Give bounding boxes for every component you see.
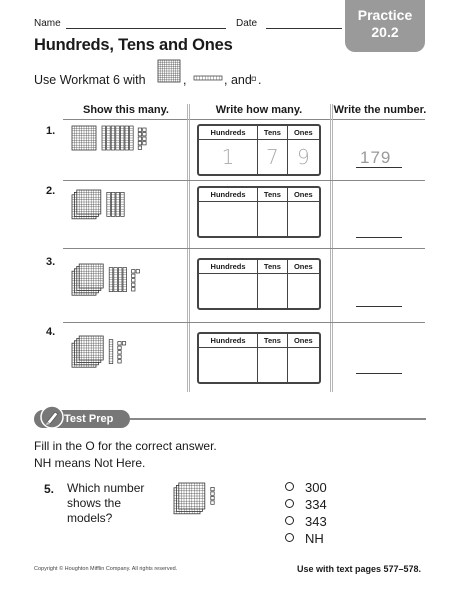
pv-header-ones: Ones	[287, 188, 319, 201]
choice-label: 343	[305, 514, 327, 529]
ten-rod	[109, 340, 113, 364]
hundred-flat	[79, 264, 103, 288]
base-ten-model-2	[70, 188, 180, 228]
ten-rod	[123, 268, 127, 292]
pv-header-ones: Ones	[287, 334, 319, 347]
one-cube	[132, 279, 135, 282]
ten-rod	[121, 192, 125, 216]
question-text: Which number	[67, 481, 145, 495]
place-value-chart	[197, 258, 321, 310]
hundred-flat	[72, 126, 96, 150]
pv-cell-tens[interactable]	[258, 273, 288, 308]
pv-cell-ones[interactable]: 9	[296, 144, 310, 169]
answer-choice[interactable]	[285, 497, 327, 512]
answer-line[interactable]	[356, 306, 402, 307]
pv-cell-hundreds[interactable]	[199, 347, 258, 382]
answer-line[interactable]	[356, 237, 402, 238]
one-cube	[143, 137, 146, 140]
one-cube	[252, 77, 256, 81]
ten-rod	[130, 126, 134, 150]
pencil-icon	[40, 405, 64, 429]
ten-rod	[116, 126, 120, 150]
question-number: 5.	[44, 482, 55, 496]
place-value-chart	[197, 332, 321, 384]
copyright: Copyright © Houghton Mifflin Company. All rights reserved.	[34, 566, 178, 572]
hundred-flat	[179, 483, 205, 509]
answer-choice[interactable]	[285, 480, 327, 495]
question-text: models?	[67, 511, 113, 525]
row-number: 1.	[46, 125, 56, 137]
one-cube	[132, 288, 135, 291]
pv-cell-ones[interactable]	[287, 347, 319, 382]
test-prep-note: NH means Not Here.	[34, 456, 146, 470]
one-cube	[143, 133, 146, 136]
pv-cell-tens[interactable]	[258, 347, 288, 382]
col-header-write-number: Write the number.	[333, 104, 427, 116]
pv-header-tens: Tens	[258, 260, 288, 273]
bubble-icon[interactable]	[285, 516, 294, 525]
pv-header-ones: Ones	[287, 126, 319, 139]
date-field[interactable]	[266, 28, 342, 29]
ten-rod	[120, 126, 124, 150]
instruction	[34, 73, 146, 87]
choice-label: 334	[305, 497, 327, 512]
badge-line2: 20.2	[371, 24, 399, 40]
row-divider	[63, 180, 425, 181]
hundred-flat	[77, 190, 101, 214]
place-value-chart	[197, 124, 321, 176]
base-ten-model-4	[70, 334, 180, 374]
ten-rod	[111, 126, 115, 150]
ten-rod	[114, 268, 118, 292]
instruction-sep2: , and	[224, 73, 252, 87]
ten-rod	[116, 192, 120, 216]
row-number: 3.	[46, 256, 56, 268]
place-value-chart	[197, 186, 321, 238]
pv-cell-ones[interactable]	[287, 273, 319, 308]
ten-rod	[102, 126, 106, 150]
ten-rod	[107, 126, 111, 150]
question-text: shows the	[67, 496, 122, 510]
one-cube	[211, 492, 214, 495]
ten-rod	[111, 192, 115, 216]
one-cube	[211, 501, 214, 504]
badge-line1: Practice	[357, 7, 413, 23]
one-cube	[143, 142, 146, 145]
col-header-write-how: Write how many.	[215, 104, 303, 116]
pv-header-hundreds: Hundreds	[199, 334, 258, 347]
pv-header-tens: Tens	[258, 188, 288, 201]
hundred-flat-icon	[158, 60, 180, 82]
page-title: Hundreds, Tens and Ones	[34, 36, 233, 54]
bubble-icon[interactable]	[285, 533, 294, 542]
one-cube	[118, 360, 121, 363]
one-cube	[138, 137, 141, 140]
pv-cell-ones[interactable]	[287, 201, 319, 236]
instruction-end: .	[258, 73, 262, 87]
one-cube	[211, 496, 214, 499]
row-number: 4.	[46, 326, 56, 338]
name-label: Name	[34, 18, 61, 29]
traced-number: 179	[360, 148, 392, 167]
one-cube	[143, 128, 146, 131]
pv-header-tens: Tens	[258, 334, 288, 347]
ten-rod	[194, 76, 222, 80]
bubble-icon[interactable]	[285, 499, 294, 508]
one-cube	[132, 274, 135, 277]
pv-cell-hundreds[interactable]	[199, 201, 258, 236]
choice-label: 300	[305, 480, 327, 495]
pv-header-tens: Tens	[258, 126, 288, 139]
bubble-icon[interactable]	[285, 482, 294, 491]
instruction-text: Use Workmat 6 with	[34, 73, 146, 87]
ten-rod	[109, 268, 113, 292]
one-cube	[132, 270, 135, 273]
one-cube	[138, 146, 141, 149]
hundred-flat	[158, 60, 180, 82]
one-cube	[138, 142, 141, 145]
one-cube	[211, 487, 214, 490]
pv-cell-hundreds[interactable]: 1	[199, 139, 258, 174]
test-prep-instruction: Fill in the O for the correct answer.	[34, 439, 217, 453]
col-header-show: Show this many.	[83, 104, 169, 116]
text-pages-note: Use with text pages 577–578.	[297, 564, 422, 574]
one-cube	[118, 351, 121, 354]
one-cube	[138, 128, 141, 131]
practice-badge	[345, 0, 425, 52]
row-number: 2.	[46, 185, 56, 197]
one-cube	[122, 342, 125, 345]
answer-choice[interactable]	[285, 514, 327, 529]
hundred-flat	[79, 336, 103, 360]
instruction-sep1: ,	[183, 73, 187, 87]
one-cube-icon	[252, 77, 256, 81]
row-divider	[63, 248, 425, 249]
base-ten-model-5	[172, 481, 252, 521]
one-cube	[118, 346, 121, 349]
answer-line[interactable]	[356, 167, 402, 168]
pv-cell-tens[interactable]: 7	[258, 139, 288, 174]
one-cube	[118, 355, 121, 358]
pv-header-hundreds: Hundreds	[199, 260, 258, 273]
one-cube	[138, 133, 141, 136]
pv-cell-hundreds[interactable]	[199, 273, 258, 308]
ten-rod	[118, 268, 122, 292]
ten-rod-icon	[194, 76, 222, 81]
pv-header-ones: Ones	[287, 260, 319, 273]
base-ten-model-1	[70, 124, 180, 164]
test-prep-label: Test Prep	[64, 413, 114, 425]
answer-choice[interactable]	[285, 531, 324, 546]
pv-header-hundreds: Hundreds	[199, 188, 258, 201]
date-label: Date	[236, 18, 258, 29]
one-cube	[136, 270, 139, 273]
row-divider	[63, 322, 425, 323]
ten-rod	[125, 126, 129, 150]
one-cube	[118, 342, 121, 345]
answer-line[interactable]	[356, 373, 402, 374]
header-rule	[63, 119, 425, 120]
test-prep-rule	[130, 418, 426, 420]
name-field[interactable]	[66, 28, 226, 29]
pv-cell-tens[interactable]	[258, 201, 288, 236]
pv-header-hundreds: Hundreds	[199, 126, 258, 139]
ten-rod	[107, 192, 111, 216]
choice-label: NH	[305, 531, 324, 546]
base-ten-model-3	[70, 262, 180, 302]
one-cube	[132, 283, 135, 286]
